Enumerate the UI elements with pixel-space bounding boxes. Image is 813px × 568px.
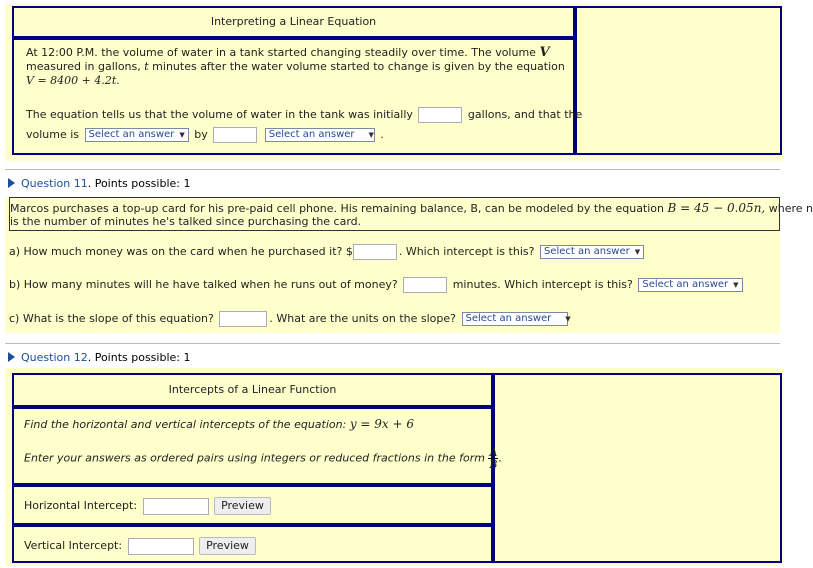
preview-button[interactable]: Preview xyxy=(214,497,271,515)
q10-line3 xyxy=(26,107,582,123)
divider xyxy=(5,343,780,344)
q12-right-cell xyxy=(493,373,782,563)
q10-text: . xyxy=(380,128,384,141)
rate-units-select[interactable] xyxy=(265,128,375,142)
dropdown-arrow-icon: ▼ xyxy=(179,131,185,139)
q12-instr1-line xyxy=(24,417,414,431)
frac-num: A xyxy=(489,446,498,459)
volume-change-select[interactable] xyxy=(85,128,189,142)
q11-part-c xyxy=(9,311,570,327)
q11-text: b) How many minutes will he have talked when he runs out of money? xyxy=(9,278,398,291)
horizontal-row xyxy=(24,497,271,515)
dropdown-arrow-icon: ▼ xyxy=(368,131,374,139)
q11-points: . Points possible: 1 xyxy=(87,177,191,190)
q12-instr2-line xyxy=(24,447,502,470)
rate-input[interactable] xyxy=(213,127,257,143)
intercept-b-select[interactable] xyxy=(638,278,742,292)
q11-header xyxy=(8,177,190,190)
q12-link[interactable]: Question 12 xyxy=(21,351,88,364)
vertical-row xyxy=(24,537,256,555)
q10-line2 xyxy=(26,60,565,73)
q12-header xyxy=(8,351,190,364)
q11-text: a) How much money was on the card when he purchased it? $ xyxy=(9,245,353,258)
q11-equation: B = 45 − 0.05n, xyxy=(667,201,766,215)
q10-text: by xyxy=(194,128,208,141)
card-value-input[interactable] xyxy=(353,244,397,260)
vertical-intercept-input[interactable] xyxy=(128,538,194,555)
q10-right-cell xyxy=(575,6,782,155)
slope-units-select[interactable] xyxy=(462,312,571,326)
intercept-a-select[interactable] xyxy=(540,245,644,259)
q10-text: The equation tells us that the volume of water in the tank was initially xyxy=(26,108,413,121)
select-label: Select an answer xyxy=(642,279,729,290)
dropdown-arrow-icon: ▼ xyxy=(634,248,641,256)
initial-volume-input[interactable] xyxy=(418,107,462,123)
q10-text: measured in gallons, xyxy=(26,60,141,73)
q11-line1 xyxy=(10,201,813,215)
expand-triangle-icon[interactable] xyxy=(8,352,15,362)
q10-text: gallons, and that the xyxy=(467,108,583,121)
q12-instr: Enter your answers as ordered pairs using integers or reduced fractions in the form xyxy=(24,451,485,465)
select-label: Select an answer xyxy=(268,129,355,140)
q10-var-t: t xyxy=(144,60,149,73)
vertical-intercept-label: Vertical Intercept: xyxy=(24,539,123,552)
frac-den: B xyxy=(489,458,498,471)
dropdown-arrow-icon: ▼ xyxy=(733,281,739,289)
q10-title: Interpreting a Linear Equation xyxy=(210,15,377,28)
expand-triangle-icon[interactable] xyxy=(8,178,15,188)
q12-instr: Find the horizontal and vertical intercepts of the equation: xyxy=(24,418,347,431)
select-label: Select an answer xyxy=(543,246,630,257)
q11-intro xyxy=(9,197,813,231)
q10-equation: V = 8400 + 4.2t. xyxy=(26,74,120,87)
q11-text: where n xyxy=(768,202,813,215)
q11-text: . What are the units on the slope? xyxy=(269,312,456,325)
q12-points: . Points possible: 1 xyxy=(87,351,191,364)
q10-line1 xyxy=(26,45,550,60)
q12-title: Intercepts of a Linear Function xyxy=(168,383,337,396)
q10-text: At 12:00 P.M. the volume of water in a tank started changing steadily over time. The volume xyxy=(26,46,536,59)
q12-title-cell xyxy=(12,373,493,407)
horizontal-intercept-label: Horizontal Intercept: xyxy=(24,499,138,512)
q11-link[interactable]: Question 11 xyxy=(21,177,88,190)
q10-title-cell xyxy=(12,6,575,38)
q12-vertical-cell xyxy=(12,525,493,563)
q11-text: . Which intercept is this? xyxy=(398,245,535,258)
q10-body-cell xyxy=(12,38,583,155)
q11-part-a xyxy=(9,244,646,260)
minutes-input[interactable] xyxy=(403,277,447,293)
q12-instr-cell xyxy=(12,407,502,485)
q10-text: volume is xyxy=(26,128,80,141)
q10-var-v: V xyxy=(539,45,550,60)
q11-text: is the number of minutes he's talked since purchasing the card. xyxy=(10,215,362,228)
dropdown-arrow-icon: ▼ xyxy=(565,315,571,323)
preview-button[interactable]: Preview xyxy=(199,537,256,555)
select-label: Select an answer xyxy=(465,313,552,324)
q11-text: minutes. Which intercept is this? xyxy=(452,278,633,291)
fraction-a-over-b xyxy=(488,447,498,470)
q11-part-b xyxy=(9,277,745,293)
q11-text: Marcos purchases a top-up card for his pre-paid cell phone. His remaining balance, B, can be modeled by the equation xyxy=(10,202,665,215)
q12-horizontal-cell xyxy=(12,485,493,525)
q11-text: c) What is the slope of this equation? xyxy=(9,312,214,325)
horizontal-intercept-input[interactable] xyxy=(143,498,209,515)
divider xyxy=(5,169,780,170)
q10-text: minutes after the water volume started to change is given by the equation xyxy=(152,60,565,73)
q12-equation: y = 9x + 6 xyxy=(349,417,414,431)
q12-instr: . xyxy=(498,451,502,465)
slope-input[interactable] xyxy=(219,311,267,327)
select-label: Select an answer xyxy=(88,129,175,140)
q10-line4 xyxy=(26,127,384,143)
